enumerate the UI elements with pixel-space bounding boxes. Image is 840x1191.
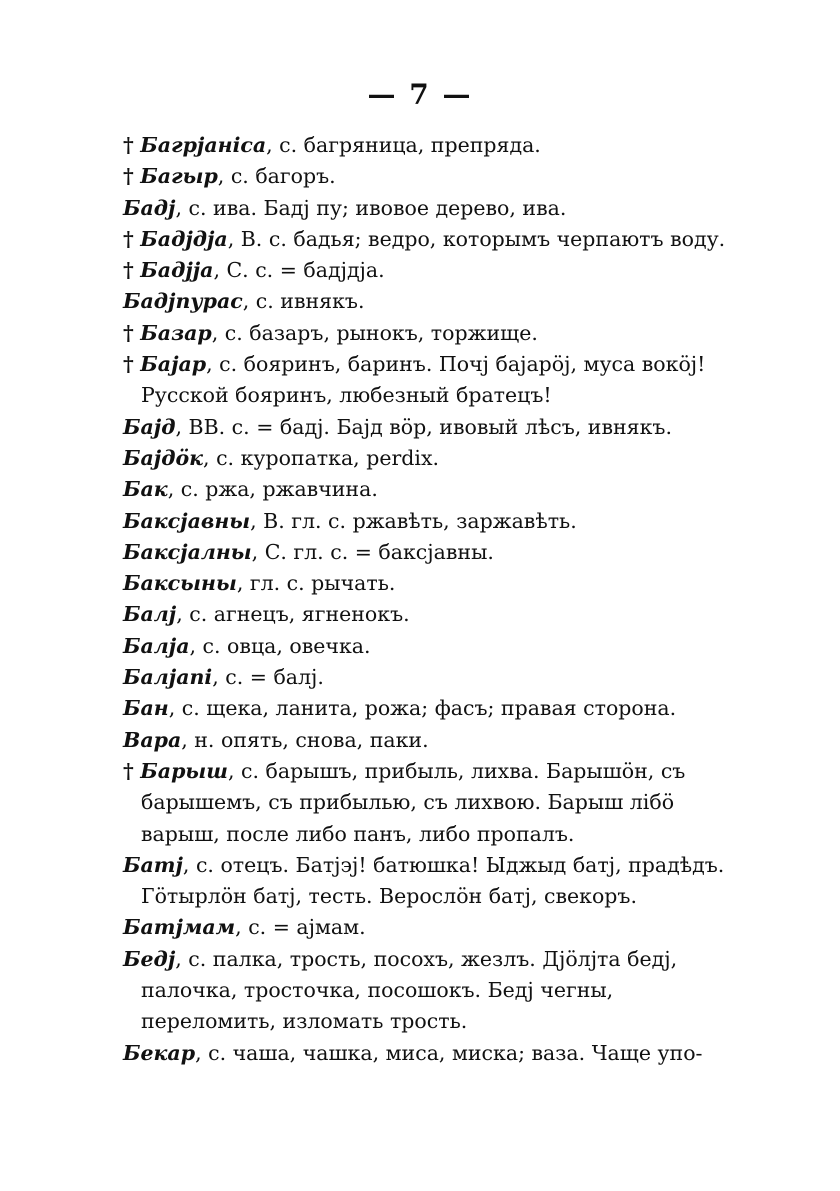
dictionary-entry [123,1038,743,1069]
dagger-mark: † [123,352,134,377]
dagger-mark: † [123,226,134,251]
entry-headword: Бадјја [140,258,214,283]
entry-headword: Балја [123,633,190,658]
entry-headword: Бајар [140,352,207,377]
entry-definition: , с. ржа, ржавчина. [167,477,378,502]
dictionary-entry [123,631,743,662]
dictionary-entry [123,130,743,161]
entry-headword: Батј [123,852,183,877]
entry-definition: , гл. с. рычать. [236,571,396,596]
dictionary-entry [123,850,743,913]
dictionary-entry [123,443,743,474]
dictionary-entry [123,506,743,537]
entry-definition: , с. чаша, чашка, миса, миска; ваза. Чаще упо- [195,1040,703,1065]
entry-definition: , с. базаръ, рынокъ, торжище. [211,320,538,345]
dictionary-entry [123,255,743,286]
dictionary-entry [123,912,743,943]
entry-headword: Баксјалны [123,539,252,564]
dictionary-entry [123,474,743,505]
entry-headword: Багрјаніса [140,133,267,157]
entry-definition: , В. гл. с. ржавѣть, заржавѣть. [250,508,577,533]
entry-definition: , с. ива. Бадј пу; ивовое дерево, ива. [175,195,567,220]
entry-headword: Базар [140,320,212,345]
entry-headword: Бадј [123,195,176,220]
dictionary-entry [123,537,743,568]
entry-headword: Багыр [140,164,218,189]
dictionary-entry [123,725,743,756]
entry-definition: , с. = ајмам. [235,915,366,940]
entry-headword: Бекар [123,1040,196,1065]
dictionary-entry [123,568,743,599]
entry-definition: , с. щека, ланита, рожа; фасъ; правая сторона. [168,696,677,721]
entry-definition: , С. гл. с. = баксјавны. [251,539,494,564]
entry-headword: Бадјпурас [123,289,243,314]
dictionary-entry [123,662,743,693]
entry-headword: Вара [123,727,182,752]
dictionary-entry [123,318,743,349]
entry-definition: , с. отецъ. Батјэј! батюшка! Ыджыд батј, прадѣдъ. Гöтырлöн батј, тесть. Верослöн батј, свекоръ. [141,852,725,909]
dictionary-entry [123,693,743,724]
entry-definition: , с. = балј. [212,665,324,690]
dictionary-entry [123,161,743,192]
entry-definition: , с. овца, овечка. [189,633,371,658]
entry-definition: , с. куропатка, perdix. [203,445,440,470]
entry-definition: , В. с. бадья; ведро, которымъ черпаютъ воду. [227,226,726,251]
entry-headword: Бак [123,477,168,502]
entry-definition: , с. багоръ. [217,164,336,189]
dagger-mark: † [123,258,134,283]
entry-headword: Баксјавны [123,508,251,533]
entry-headword: Бајдöк [123,445,204,470]
dagger-mark: † [123,758,134,783]
entry-definition: , с. барышъ, прибыль, лихва. Барышöн, съ барышемъ, съ прибылью, съ лихвою. Барыш лібö варыш, после либо панъ, либо пропалъ. [141,758,686,846]
entry-headword: Бадјдја [140,226,228,251]
entry-headword: Батјмам [123,915,236,940]
entry-definition: , С. с. = бадјдја. [213,258,385,283]
entry-headword: Балј [123,602,177,627]
entry-definition: , с. бояринъ, баринъ. Почј бајарöј, муса вокöј! Русской бояринъ, любезный братецъ! [141,352,706,408]
dictionary-entry [123,944,743,1038]
entry-definition: , с. ивнякъ. [242,289,365,314]
entry-definition: , н. опять, снова, паки. [181,727,429,752]
entry-headword: Бан [123,696,169,721]
dictionary-entry [123,193,743,224]
entry-definition: , с. багряница, препряда. [266,133,541,157]
entry-definition: , ВВ. с. = бадј. Бајд вöр, ивовый лѣсъ, ивнякъ. [175,414,672,439]
dagger-mark: † [123,164,134,189]
entry-definition: , с. палка, трость, посохъ, жезлъ. Дјöлјта бедј, палочка, тросточка, посошокъ. Бедј чегны, переломить, изломать трость. [141,946,678,1034]
dictionary-entry [123,412,743,443]
entry-list [123,130,743,1069]
entry-definition: , с. агнецъ, ягненокъ. [176,602,410,627]
entry-headword: Бедј [123,946,176,971]
dictionary-entry [123,349,743,412]
entry-headword: Бајд [123,414,176,439]
dictionary-entry [123,224,743,255]
dictionary-entry [123,286,743,317]
entry-headword: Балјапі [123,665,213,690]
entry-headword: Барыш [140,758,228,783]
page-number: — 7 — [367,78,473,111]
dagger-mark: † [123,320,134,345]
dictionary-entry [123,599,743,630]
dagger-mark: † [123,133,134,157]
dictionary-entry [123,756,743,850]
entry-headword: Баксыны [123,571,237,596]
